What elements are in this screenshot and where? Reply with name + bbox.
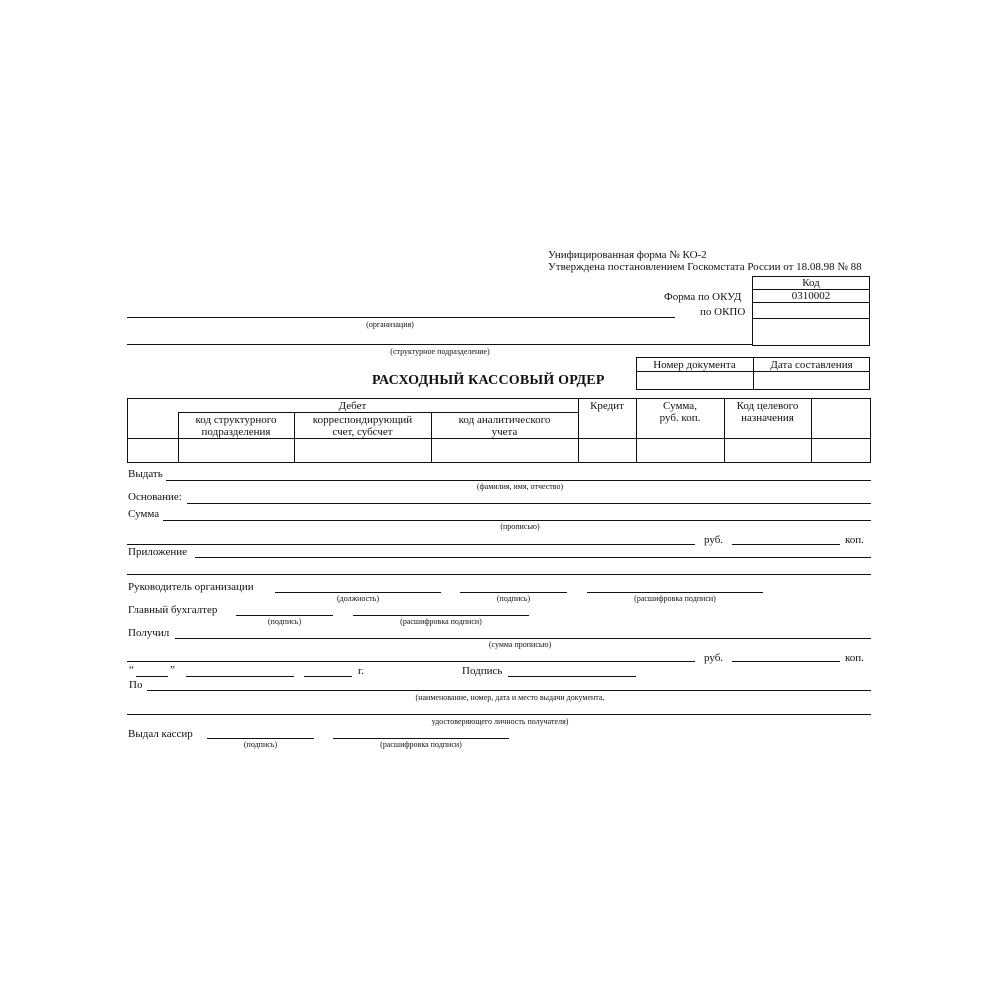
- issue-caption: (фамилия, имя, отчество): [476, 482, 564, 491]
- document-field-continued[interactable]: [127, 714, 871, 715]
- cell-anal[interactable]: [432, 440, 578, 462]
- attachment-field[interactable]: [195, 557, 871, 558]
- received-kop-field[interactable]: [732, 661, 840, 662]
- head-decoding-caption: (расшифровка подписи): [634, 594, 716, 603]
- cell-extra[interactable]: [812, 440, 870, 462]
- cell-sum[interactable]: [637, 440, 724, 462]
- issue-label: Выдать: [128, 468, 163, 480]
- cell-corr[interactable]: [295, 440, 431, 462]
- amount-field-continued[interactable]: [127, 544, 695, 545]
- document-number-header: Номер документа: [653, 359, 736, 371]
- chief-accountant-label: Главный бухгалтер: [128, 604, 218, 616]
- head-signature-caption: (подпись): [496, 594, 531, 603]
- basis-label: Основание:: [128, 491, 182, 503]
- department-caption: (структурное подразделение): [390, 347, 490, 356]
- okpo-label: по ОКПО: [700, 306, 746, 318]
- head-position-field[interactable]: [275, 592, 441, 593]
- okud-label: Форма по ОКУД: [664, 291, 742, 303]
- attachment-field-continued[interactable]: [127, 574, 871, 575]
- attachment-label: Приложение: [128, 546, 188, 558]
- sum-header-line2: руб. коп.: [659, 412, 701, 424]
- document-caption-line1: (наименование, номер, дата и место выдачи документа,: [415, 693, 605, 702]
- form-approval: Утверждена постановлением Госкомстата России от 18.08.98 № 88: [548, 261, 862, 273]
- department-field[interactable]: [127, 344, 752, 345]
- debit-header: Дебет: [338, 400, 367, 412]
- rub-label: руб.: [704, 534, 724, 546]
- cashier-signature-field[interactable]: [207, 738, 314, 739]
- organization-caption: (организация): [366, 320, 414, 329]
- sum-header-line1: Сумма,: [663, 400, 697, 412]
- chief-signature-caption: (подпись): [267, 617, 302, 626]
- received-label: Получил: [128, 627, 170, 639]
- col-struct-line1: код структурного: [195, 414, 277, 426]
- cashier-decoding-caption: (расшифровка подписи): [380, 740, 462, 749]
- sum-words-caption: (сумма прописью): [488, 640, 552, 649]
- chief-decoding-caption: (расшифровка подписи): [400, 617, 482, 626]
- document-caption-line2: удостоверяющего личность получателя): [431, 717, 569, 726]
- signature-label: Подпись: [462, 665, 503, 677]
- chief-decoding-field[interactable]: [353, 615, 529, 616]
- year-field[interactable]: [304, 676, 352, 677]
- received-rub-label: руб.: [704, 652, 724, 664]
- received-kop-label: коп.: [845, 652, 864, 664]
- purpose-header-line2: назначения: [741, 412, 794, 424]
- head-signature-field[interactable]: [460, 592, 567, 593]
- col-corr-line2: счет, субсчет: [332, 426, 393, 438]
- document-field[interactable]: [147, 690, 871, 691]
- cell-blank[interactable]: [128, 440, 178, 462]
- cashier-label: Выдал кассир: [128, 728, 193, 740]
- amount-label: Сумма: [128, 508, 160, 520]
- col-struct-line2: подразделения: [201, 426, 271, 438]
- year-label: г.: [358, 665, 365, 677]
- document-title: РАСХОДНЫЙ КАССОВЫЙ ОРДЕР: [372, 373, 605, 388]
- document-date-header: Дата составления: [770, 359, 853, 371]
- kop-label: коп.: [845, 534, 864, 546]
- purpose-header-line1: Код целевого: [736, 400, 799, 412]
- month-field[interactable]: [186, 676, 294, 677]
- amount-caption: (прописью): [500, 522, 540, 531]
- head-position-caption: (должность): [337, 594, 379, 603]
- code-header: Код: [802, 277, 820, 289]
- received-field-continued[interactable]: [127, 661, 695, 662]
- cell-purpose[interactable]: [725, 440, 811, 462]
- organization-field[interactable]: [127, 317, 675, 318]
- cell-struct[interactable]: [179, 440, 294, 462]
- basis-field[interactable]: [187, 503, 871, 504]
- day-field[interactable]: [136, 676, 168, 677]
- by-label: По: [129, 679, 143, 691]
- col-anal-line1: код аналитического: [458, 414, 551, 426]
- head-label: Руководитель организации: [128, 581, 254, 593]
- quote-open: “: [129, 664, 134, 676]
- amount-field[interactable]: [163, 520, 871, 521]
- cashier-decoding-field[interactable]: [333, 738, 509, 739]
- recipient-signature-field[interactable]: [508, 676, 636, 677]
- form-name: Унифицированная форма № КО-2: [548, 249, 707, 261]
- cell-credit[interactable]: [579, 440, 636, 462]
- cashier-signature-caption: (подпись): [243, 740, 278, 749]
- okud-value[interactable]: 0310002: [791, 290, 831, 302]
- kop-field[interactable]: [732, 544, 840, 545]
- col-corr-line1: корреспондирующий: [312, 414, 413, 426]
- quote-close: ”: [170, 664, 175, 676]
- col-anal-line2: учета: [491, 426, 518, 438]
- head-decoding-field[interactable]: [587, 592, 763, 593]
- chief-signature-field[interactable]: [236, 615, 333, 616]
- issue-field[interactable]: [166, 480, 871, 481]
- received-field[interactable]: [175, 638, 871, 639]
- credit-header: Кредит: [590, 400, 624, 412]
